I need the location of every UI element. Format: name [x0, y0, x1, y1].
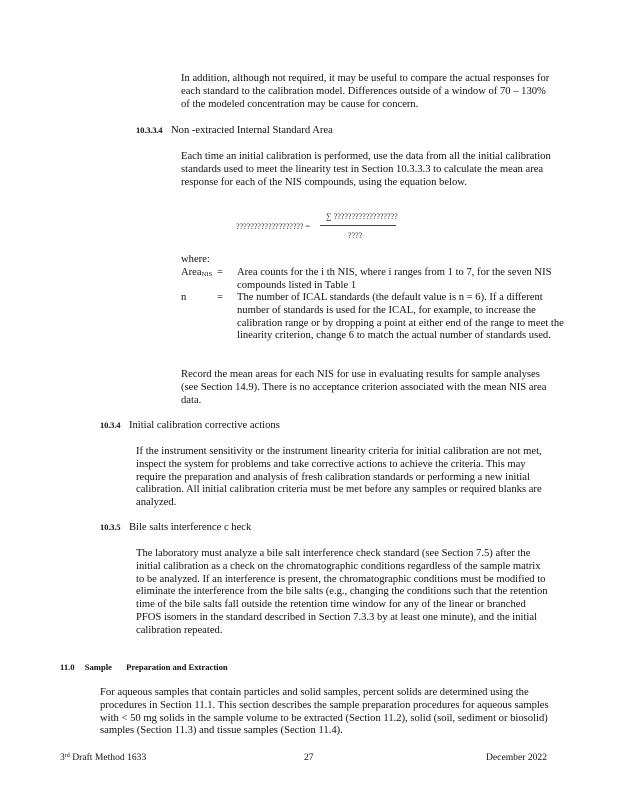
fraction-bar — [320, 225, 396, 226]
footer-page-number: 27 — [304, 752, 314, 763]
heading-10-3-5 — [100, 522, 251, 533]
definition-term: n — [181, 292, 187, 303]
definition-text: The number of ICAL standards (the default value is n = 6). If a different number of standards is used for the ICAL, for example, to increase the calibration range or by dropping a point at either end of the range to meet the linearity criterion, change 6 to match the actual number of standards used. — [237, 292, 564, 342]
definition-equals: = — [217, 292, 223, 303]
definition-equals: = — [217, 267, 223, 278]
equation-lhs: ??????????????????? = — [236, 222, 310, 231]
heading-10-3-3-4 — [136, 125, 333, 136]
paragraph-nis-area: Each time an initial calibration is performed, use the data from all the initial calibration standards used to meet the linearity test in Section 10.3.3.3 to calculate the mean area response for each of the NIS compounds, using the equation below. — [181, 151, 551, 188]
definition-term: AreaNIS — [181, 267, 213, 278]
paragraph-sample-prep: For aqueous samples that contain particles and solid samples, percent solids are determined using the procedures in Section 11.1. This section describes the sample preparation procedures for aqueous samples with < 50 mg solids in the sample volume to be extracted (Section 11.2), solid (soil, sediment or biosolid) samples (Section 11.3) and tissue samples (Section 11.4). — [100, 687, 549, 737]
definition-text: Area counts for the i th NIS, where i ranges from 1 to 7, for the seven NIS compounds listed in Table 1 — [237, 267, 552, 291]
section-title-words-2: Preparation and Extraction — [126, 662, 228, 672]
section-number: 10.3.5 — [100, 522, 121, 532]
paragraph-record-mean-areas: Record the mean areas for each NIS for use in evaluating results for sample analyses (see Section 14.9). There is no acceptance criterion associated with the mean NIS area data. — [181, 369, 547, 406]
paragraph-corrective-actions: If the instrument sensitivity or the instrument linearity criteria for initial calibration are not met, inspect the system for problems and take corrective actions to achieve the criteria. This may require the preparation and analysis of fresh calibration standards or performing a new initial calibration. All initial calibration criteria must be met before any samples or required blanks are analyzed. — [136, 446, 542, 509]
section-title: Initial calibration corrective actions — [128, 420, 280, 431]
section-title: Bile salts interference c heck — [128, 522, 252, 533]
heading-10-3-4 — [100, 420, 280, 431]
where-label: where: — [181, 254, 210, 265]
definition-n — [181, 292, 571, 358]
section-number: 11.0 — [60, 662, 75, 672]
equation-numerator: ∑ ?????????????????? — [326, 212, 398, 221]
paragraph-bile-salts: The laboratory must analyze a bile salt interference check standard (see Section 7.5) after the initial calibration as a check on the chromatographic conditions regardless of the sample matrix to be analyzed. If an interference is present, the chromatographic conditions must be modified to eliminate the interference from the bile salts (e.g., changing the conditions such that the retention time of the bile salts fall outside the retention time window for any of the linear or branched PFOS isomers in the standard described in Section 7.3.3 by at least one minute), and the initial calibration repeated. — [136, 548, 548, 636]
paragraph-compare-responses: In addition, although not required, it may be useful to compare the actual responses for each standard to the calibration model. Differences outside of a window of 70 – 130% of the modeled concentration may be cause for concern. — [181, 73, 550, 110]
footer-method: 3rd Draft Method 1633 — [60, 752, 147, 763]
equation-denominator: ???? — [348, 231, 363, 240]
heading-11-0 — [60, 662, 228, 672]
definition-area — [181, 267, 571, 293]
section-title: Non -extracted Internal Standard Area — [171, 125, 333, 136]
section-title-word-1: Sample — [84, 662, 112, 672]
mean-area-equation — [236, 214, 416, 244]
section-number: 10.3.3.4 — [136, 125, 163, 135]
footer-date: December 2022 — [486, 752, 548, 763]
section-number: 10.3.4 — [100, 420, 121, 430]
